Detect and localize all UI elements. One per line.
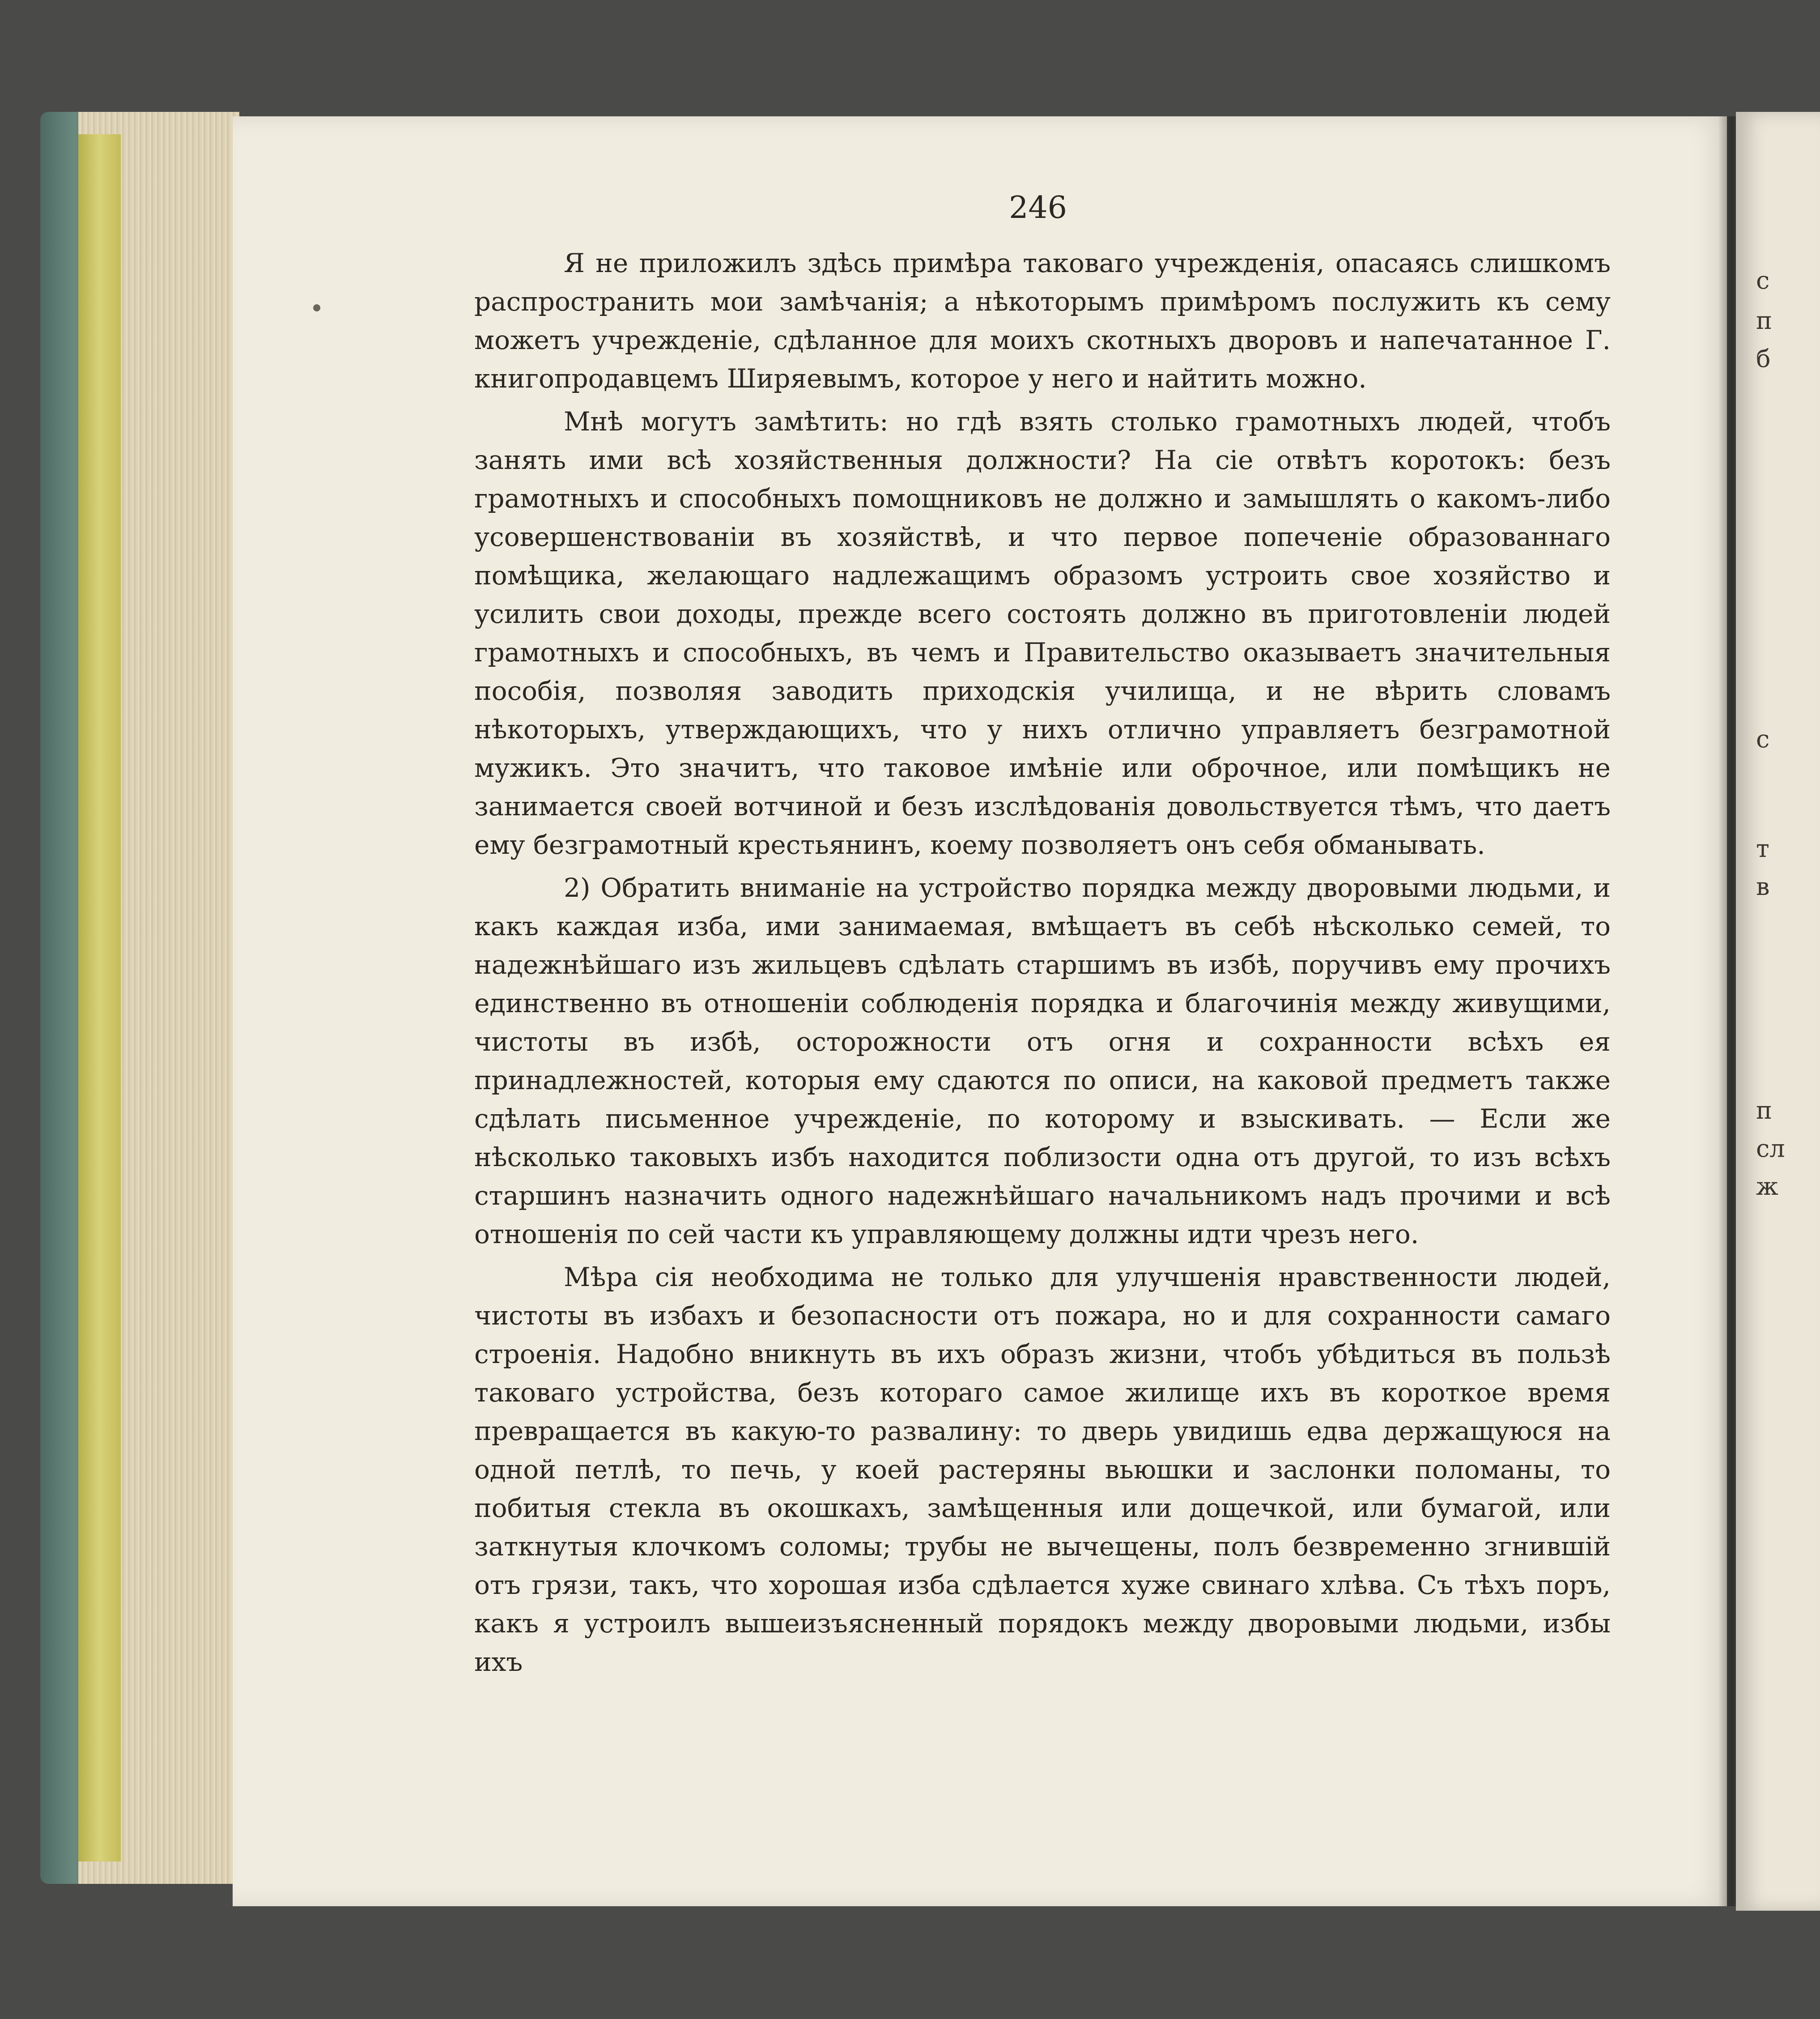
facing-page-fragment: с xyxy=(1756,266,1770,294)
page-text-block xyxy=(474,244,1611,1686)
ink-spot xyxy=(313,304,320,311)
facing-page-fragment: ж xyxy=(1756,1172,1778,1201)
right-page-edge xyxy=(1736,112,1820,1911)
paragraph-4: Мѣра сія необходима не только для улучшенія нравственности людей, чистоты въ избахъ и безопасности отъ пожара, но и для сохранности самаго строенія. Надобно вникнуть въ ихъ образъ жизни, чтобъ убѣдиться въ пользѣ таковаго устройства, безъ котораго самое жилище ихъ въ короткое время превращается въ какую-то развалину: то дверь увидишь едва держащуюся на одной петлѣ, то печь, у коей растеряны вьюшки и заслонки поломаны, то побитыя стекла въ окошкахъ, замѣщенныя или дощечкой, или бумагой, или заткнутыя клочкомъ соломы; трубы не вычещены, полъ безвременно згнившій отъ грязи, такъ, что хорошая изба сдѣлается хуже свинаго хлѣва. Съ тѣхъ поръ, какъ я устроилъ вышеизъясненный порядокъ между дворовыми людьми, избы ихъ xyxy=(474,1262,1611,1677)
paragraph-2: Мнѣ могутъ замѣтить: но гдѣ взять столько грамотныхъ людей, чтобъ занять ими всѣ хозяйственныя должности? На сіе отвѣтъ коротокъ: безъ грамотныхъ и способныхъ помощниковъ не должно и замышлять о какомъ-либо усовершенствованіи въ хозяйствѣ, и что первое попеченіе образованнаго помѣщика, желающаго надлежащимъ образомъ устроить свое хозяйство и усилить свои доходы, прежде всего состоять должно въ приготовленіи людей грамотныхъ и способныхъ, въ чемъ и Правительство оказываетъ значительныя пособія, позволяя заводить приходскія училища, и не вѣрить словамъ нѣкоторыхъ, утверждающихъ, что у нихъ отлично управляетъ безграмотной мужикъ. Это значитъ, что таковое имѣніе или оброчное, или помѣщикъ не занимается своей вотчиной и безъ изслѣдованія довольствуется тѣмъ, что даетъ ему безграмотный крестьянинъ, коему позволяетъ онъ себя обманывать. xyxy=(474,406,1611,860)
facing-page-fragment: с xyxy=(1756,725,1770,753)
facing-page-fragment: б xyxy=(1756,345,1771,373)
page-number: 246 xyxy=(1009,190,1067,226)
facing-page-fragment: п xyxy=(1756,307,1772,335)
facing-page-fragment: в xyxy=(1756,873,1770,901)
paragraph-3: 2) Обратить вниманіе на устройство порядка между дворовыми людьми, и какъ каждая изба, ими занимаемая, вмѣщаетъ въ себѣ нѣсколько семей, то надежнѣйшаго изъ жильцевъ сдѣлать старшимъ въ избѣ, поручивъ ему прочихъ единственно въ отношеніи соблюденія порядка и благочинія между живущими, чистоты въ избѣ, осторожности отъ огня и сохранности всѣхъ ея принадлежностей, которыя ему сдаются по описи, на каковой предметъ также сдѣлать письменное учрежденіе, по которому и взыскивать. — Если же нѣсколько таковыхъ избъ находится поблизости одна отъ другой, то изъ всѣхъ старшинъ назначить одного надежнѣйшаго начальникомъ надъ прочими и всѣ отношенія по сей части къ управляющему должны идти чрезъ него. xyxy=(474,873,1611,1249)
facing-page-fragment: сл xyxy=(1756,1134,1785,1163)
paragraph-1: Я не приложилъ здѣсь примѣра таковаго учрежденія, опасаясь слишкомъ распространить мои замѣчанія; а нѣкоторымъ примѣромъ послужить къ сему можетъ учрежденіе, сдѣланное для моихъ скотныхъ дворовъ и напечатанное Г. книгопродавцемъ Ширяевымъ, которое у него и найтить можно. xyxy=(474,248,1611,394)
facing-page-fragment: п xyxy=(1756,1096,1772,1125)
gilt-page-edge xyxy=(78,134,121,1861)
facing-page-fragment: т xyxy=(1756,835,1769,863)
